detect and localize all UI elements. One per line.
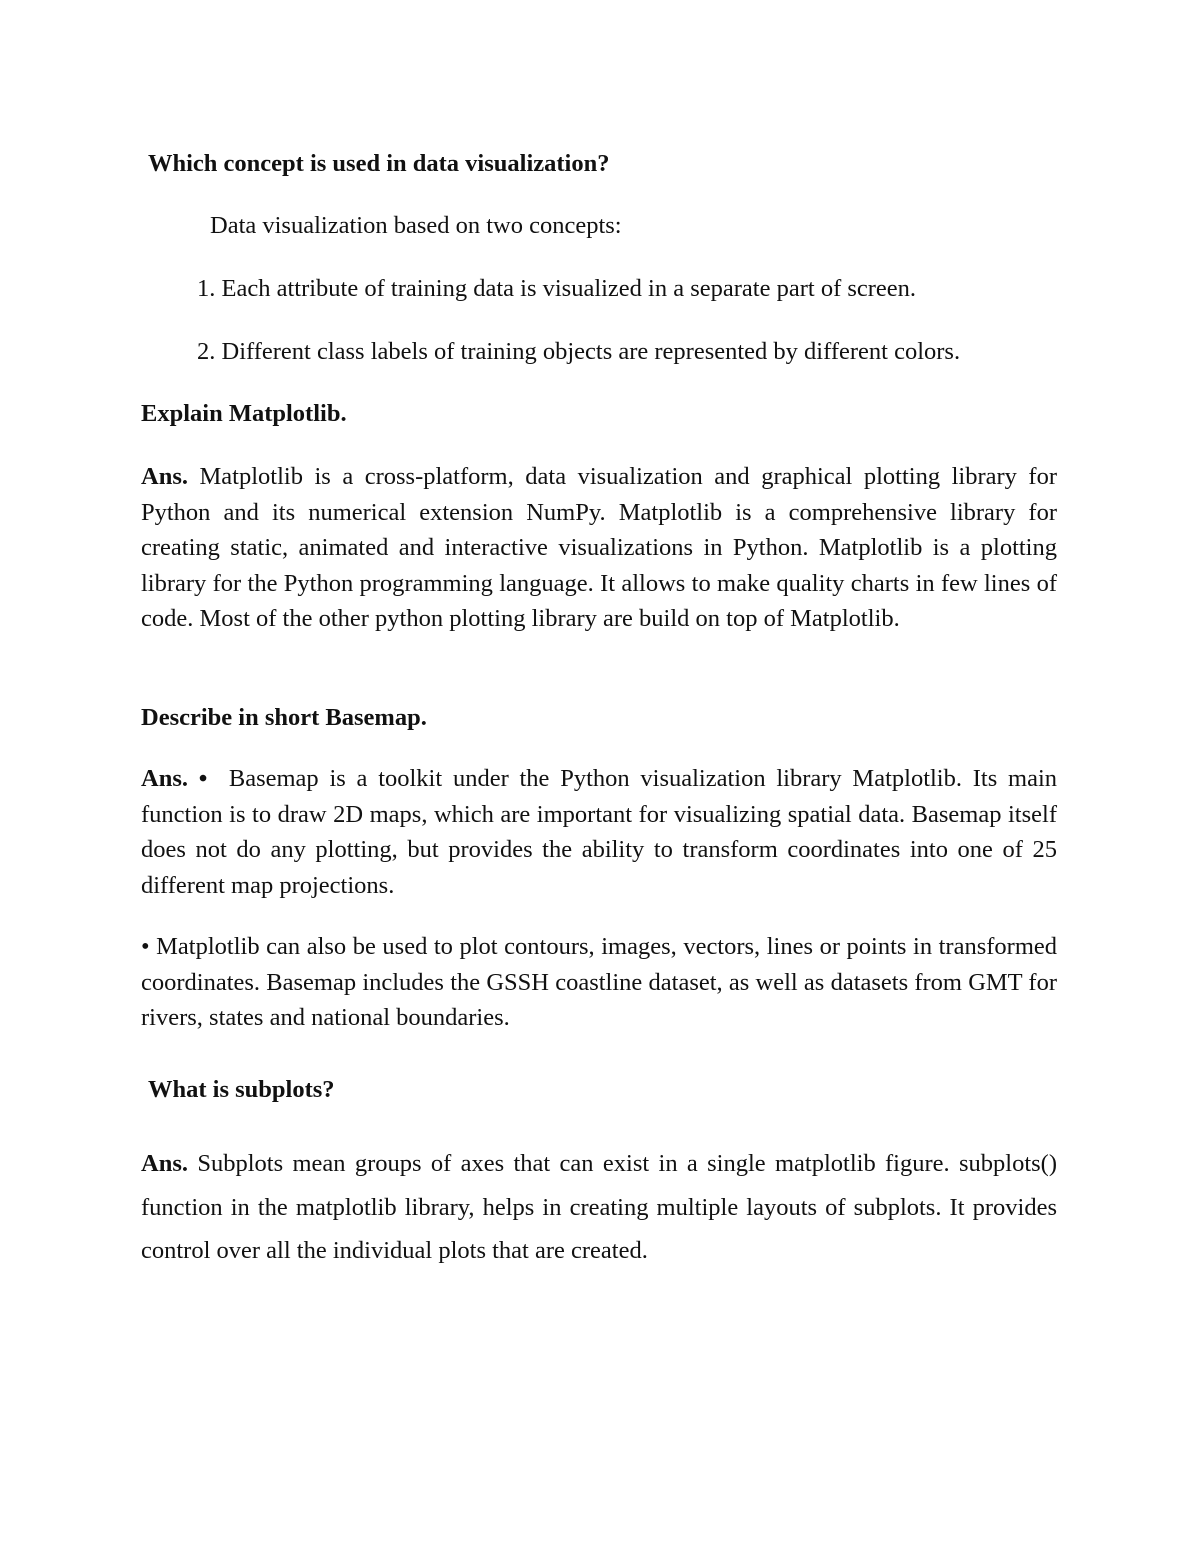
list-item: 2. Different class labels of training objects are represented by different colors.	[197, 338, 961, 365]
answer-label: Ans.	[141, 1150, 188, 1177]
answer-text: Matplotlib is a cross-platform, data visualization and graphical plotting library for Python and its numerical extension NumPy. Matplotlib is a comprehensive library for creating static, animated and interactive visualizations in Python. Matplotlib is a plotting library for the Python programming language. It allows to make quality charts in few lines of code. Most of the other python plotting library are build on top of Matplotlib.	[141, 463, 1058, 632]
intro-text: Data visualization based on two concepts:	[210, 212, 622, 239]
question-heading-basemap: Describe in short Basemap.	[141, 704, 427, 731]
answer-label: Ans.	[141, 463, 188, 490]
answer-text: Basemap is a toolkit under the Python visualization library Matplotlib. Its main function is to draw 2D maps, which are important for visualizing spatial data. Basemap itself does not do any plotting, but provides the ability to transform coordinates into one of 25 different map projections.	[141, 765, 1058, 899]
answer-paragraph-matplotlib	[141, 459, 1057, 637]
question-heading-subplots: What is subplots?	[148, 1076, 335, 1103]
question-heading-concept: Which concept is used in data visualization?	[148, 150, 610, 177]
answer-paragraph-basemap-bullet: • Matplotlib can also be used to plot contours, images, vectors, lines or points in transformed coordinates. Basemap includes the GSSH coastline dataset, as well as datasets from GMT for rivers, states and national boundaries.	[141, 933, 1057, 1031]
question-heading-matplotlib: Explain Matplotlib.	[141, 400, 347, 427]
list-item: 1. Each attribute of training data is visualized in a separate part of screen.	[197, 275, 917, 302]
answer-label: Ans. •	[141, 765, 208, 792]
answer-text: Subplots mean groups of axes that can exist in a single matplotlib figure. subplots() function in the matplotlib library, helps in creating multiple layouts of subplots. It provides control over all the individual plots that are created.	[141, 1150, 1057, 1264]
answer-paragraph-basemap	[141, 761, 1057, 903]
answer-paragraph-subplots	[141, 1142, 1057, 1273]
